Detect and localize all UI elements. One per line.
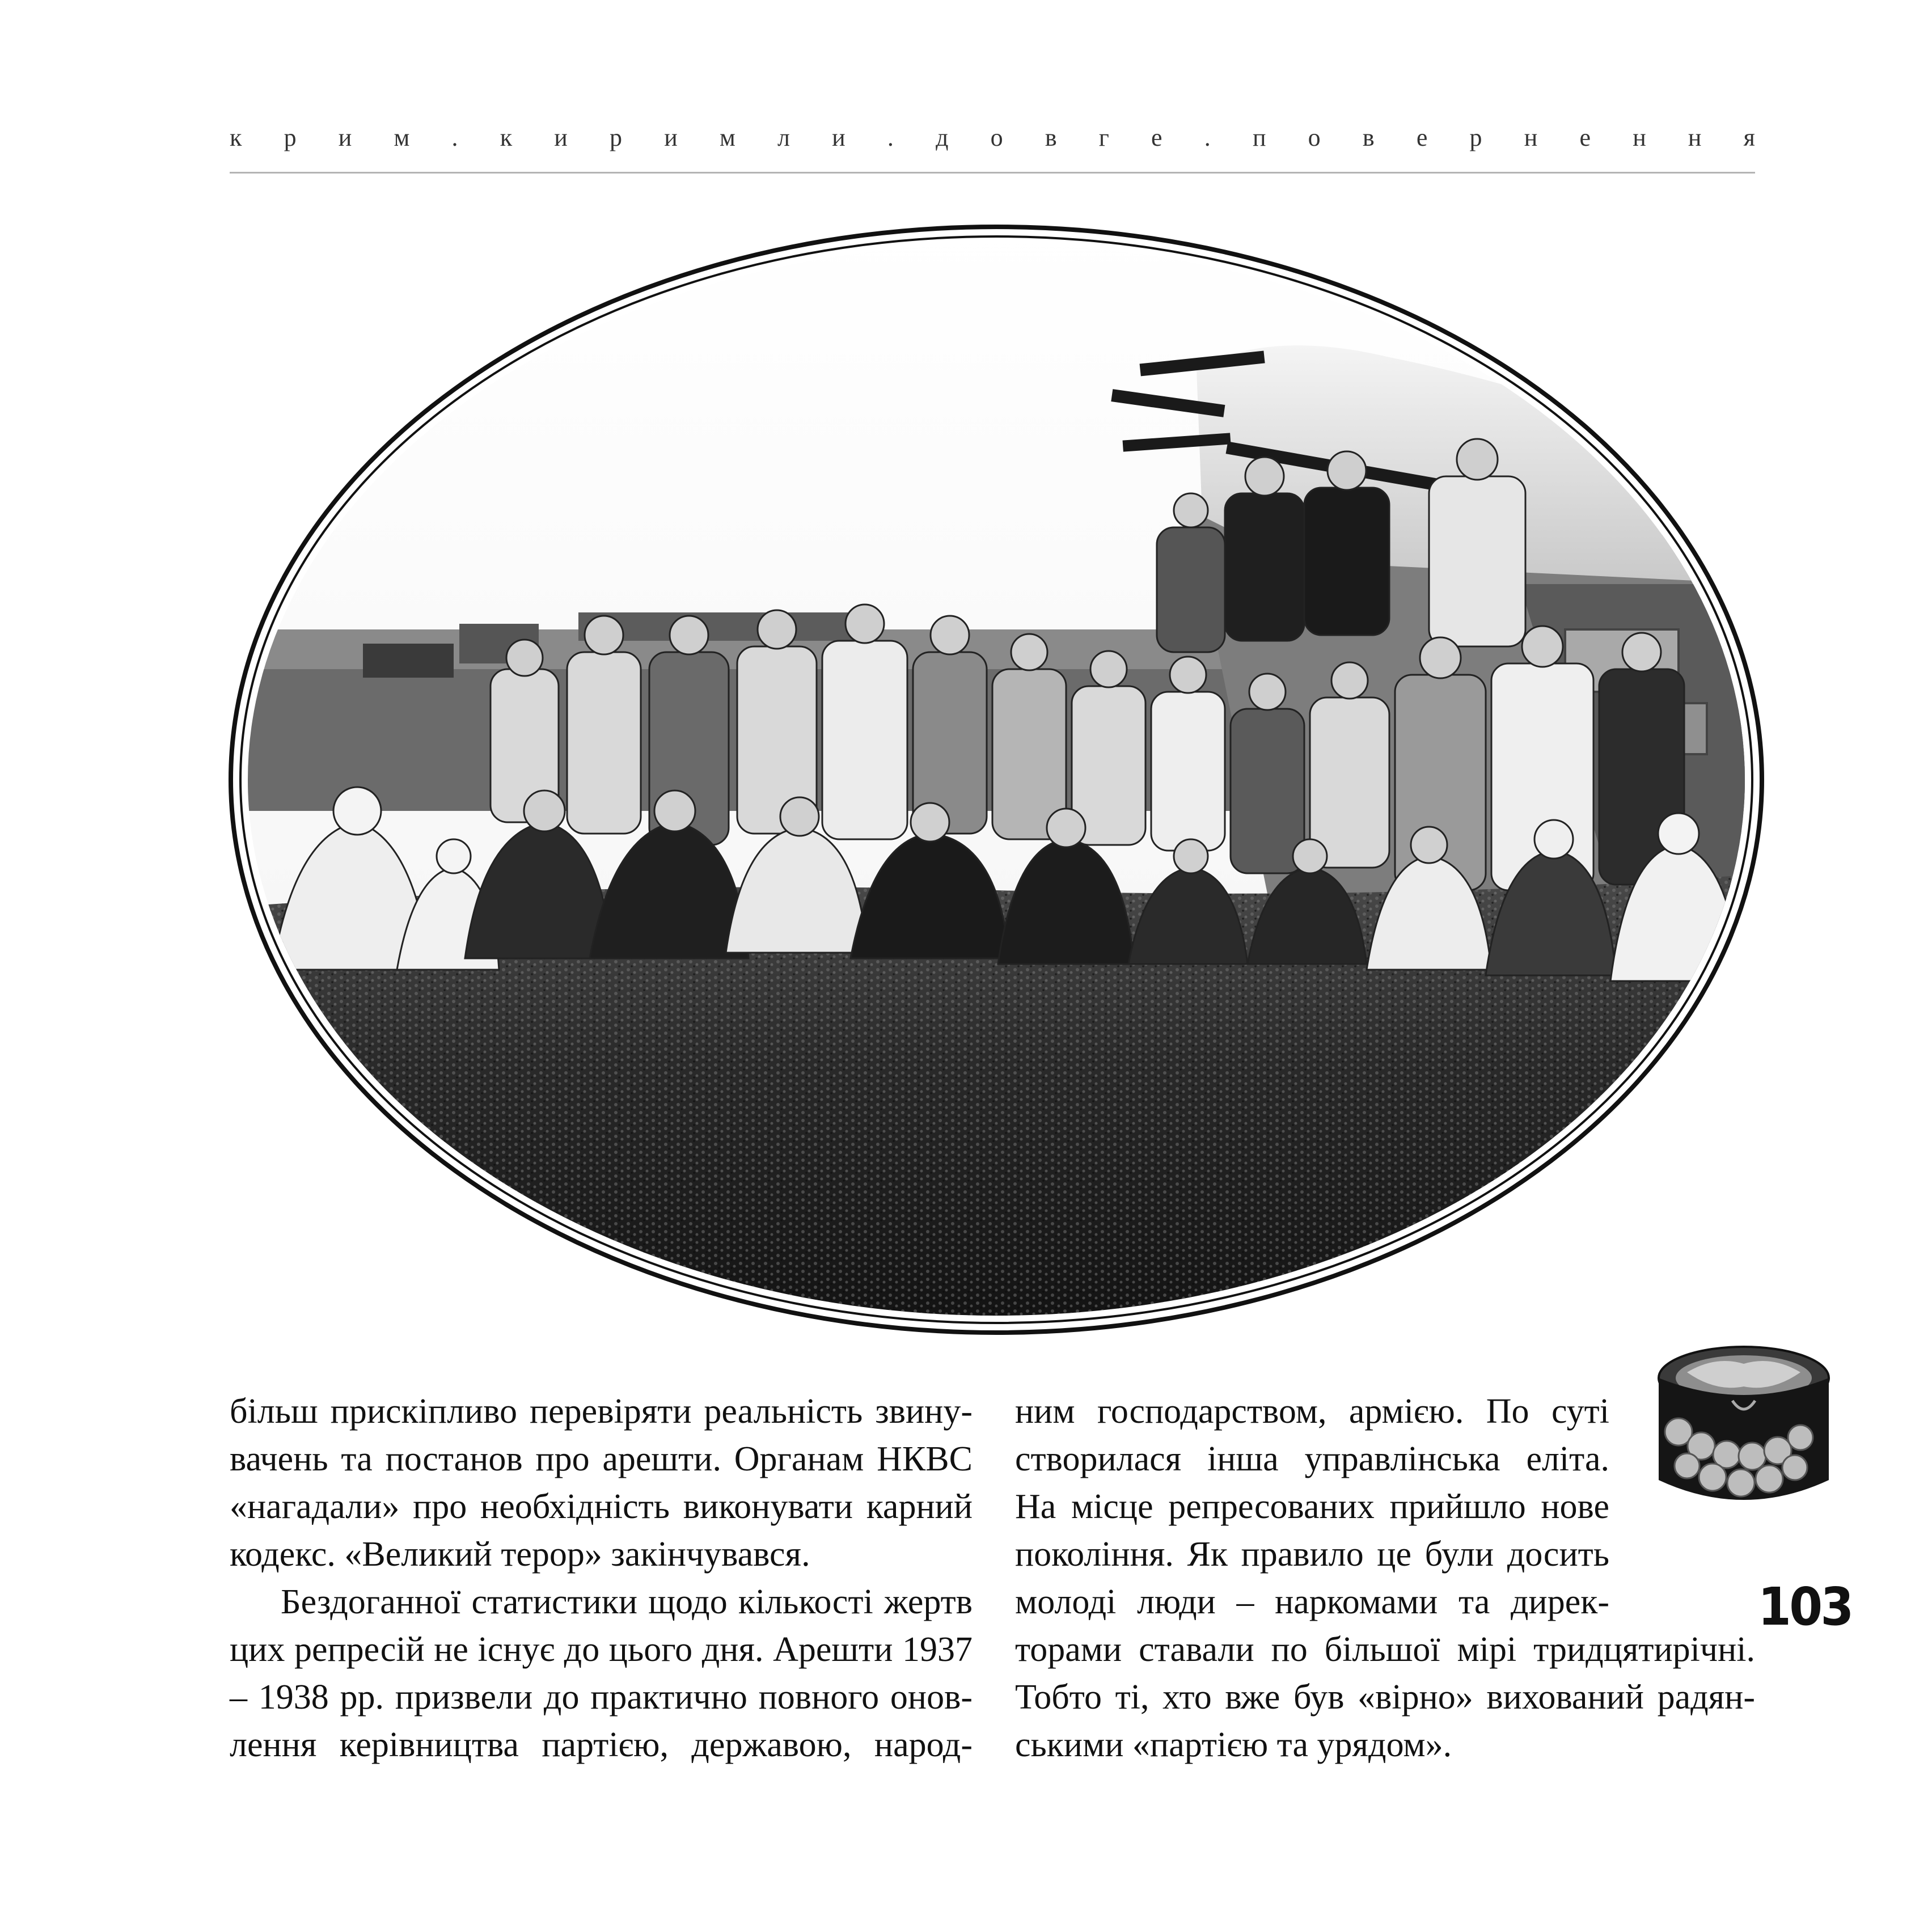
page-number: 103 — [1758, 1576, 1852, 1637]
text-line: – 1938 рр. призвели до практично повного онов- — [230, 1678, 973, 1717]
running-title-char: и — [554, 124, 568, 151]
text-line: молоді люди – наркомами та дирек- — [1015, 1583, 1609, 1621]
running-title-char: е — [1579, 124, 1591, 151]
text-line: покоління. Як правило це були досить — [1015, 1535, 1609, 1574]
embroidered-cap-with-coins-icon — [1647, 1338, 1840, 1525]
running-title-char: . — [451, 124, 458, 151]
text-line: створилася інша управлінська еліта. — [1015, 1440, 1609, 1478]
running-title-char: и — [832, 124, 845, 151]
text-line: «нагадали» про необхідність виконувати карний — [230, 1487, 973, 1526]
text-line: вачень та постанов про арешти. Органам НКВС — [230, 1440, 973, 1478]
text-line: На місце репресованих прийшло нове — [1015, 1487, 1609, 1526]
text-line: ськими «партією та урядом». — [1015, 1726, 1452, 1764]
group-portrait-photo — [227, 221, 1766, 1338]
running-title-char: к — [230, 124, 242, 151]
text-line: Тобто ті, хто вже був «вірно» вихований радян- — [1015, 1678, 1755, 1717]
text-line: більш прискіпливо перевіряти реальність звину- — [230, 1392, 973, 1431]
text-line: лення керівництва партією, державою, народ- — [230, 1726, 973, 1764]
running-title-char: и — [664, 124, 678, 151]
running-title-char: е — [1151, 124, 1162, 151]
header-rule — [230, 172, 1755, 174]
running-title-char: я — [1743, 124, 1755, 151]
running-title-char: о — [1308, 124, 1321, 151]
running-title-char: к — [500, 124, 513, 151]
right-text-column — [1015, 1388, 1758, 1769]
running-title-char: н — [1688, 124, 1702, 151]
running-title-char: . — [887, 124, 894, 151]
text-line: ним господарством, армією. По суті — [1015, 1392, 1609, 1431]
text-line: торами ставали по більшої мірі тридцятирічні. — [1015, 1630, 1755, 1669]
running-title-char: р — [610, 124, 623, 151]
running-title-char: д — [936, 124, 949, 151]
left-text-column — [230, 1388, 973, 1769]
running-title-char: м — [719, 124, 735, 151]
running-title-char: р — [284, 124, 297, 151]
running-title-char: г — [1098, 124, 1109, 151]
running-title-char: и — [338, 124, 352, 151]
running-title-char: п — [1252, 124, 1266, 151]
running-title-char: о — [990, 124, 1003, 151]
running-header — [230, 124, 1755, 152]
running-title-char: в — [1045, 124, 1057, 151]
running-title-char: р — [1469, 124, 1482, 151]
running-title-char: л — [777, 124, 790, 151]
running-title-char: . — [1204, 124, 1211, 151]
running-title-char: м — [394, 124, 410, 151]
running-title-char: в — [1362, 124, 1375, 151]
running-title-char: е — [1416, 124, 1428, 151]
running-title-char: н — [1524, 124, 1538, 151]
text-line: Бездоганної статистики щодо кількості жертв — [281, 1583, 973, 1621]
text-line: кодекс. «Великий терор» закінчувався. — [230, 1535, 810, 1574]
text-line: цих репресій не існує до цього дня. Арешти 1937 — [230, 1630, 973, 1669]
running-title-char: н — [1633, 124, 1646, 151]
